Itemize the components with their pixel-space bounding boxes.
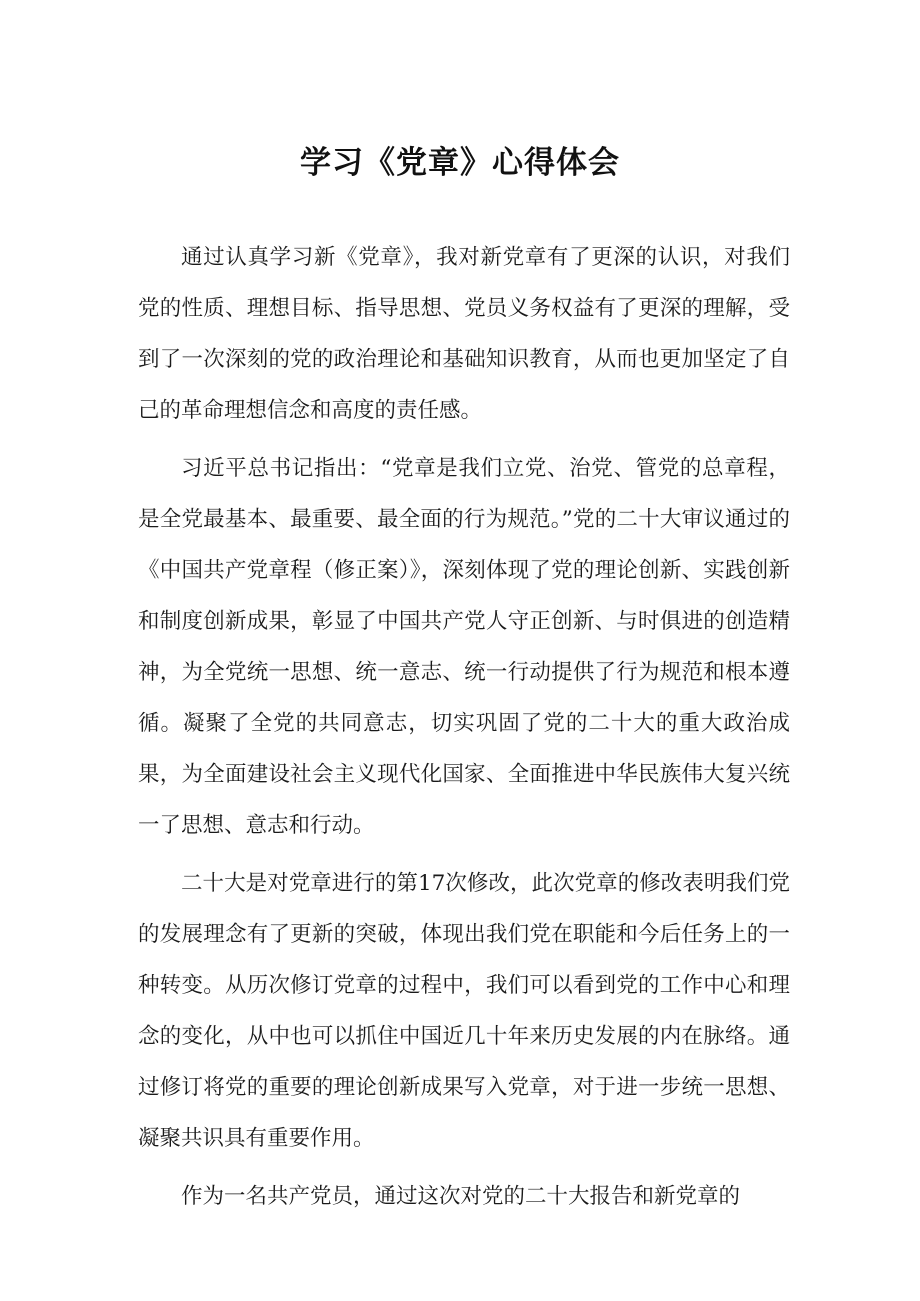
paragraph: 习近平总书记指出：“党章是我们立党、治党、管党的总章程，是全党最基本、最重要、最全面的行为规范。”党的二十大审议通过的《中国共产党章程（修正案）》，深刻体现了党的理论创新、实践创新和制度创新成果，彰显了中国共产党人守正创新、与时俱进的创造精神，为全党统一思想、统一意志、统一行动提供了行为规范和根本遵循。凝聚了全党的共同意志，切实巩固了党的二十大的重大政治成果，为全面建设社会主义现代化国家、全面推进中华民族伟大复兴统一了思想、意志和行动。 [138,456,790,838]
paragraph: 作为一名共产党员，通过这次对党的二十大报告和新党章的 [181,1184,741,1209]
document-body [138,232,790,1229]
page-title: 学习《党章》心得体会 [300,145,620,181]
paragraph: 二十大是对党章进行的第17次修改，此次党章的修改表明我们党的发展理念有了更新的突破，体现出我们党在职能和今后任务上的一种转变。从历次修订党章的过程中，我们可以看到党的工作中心和理念的变化，从中也可以抓住中国近几十年来历史发展的内在脉络。通过修订将党的重要的理论创新成果写入党章，对于进一步统一思想、凝聚共识具有重要作用。 [138,871,790,1151]
paragraph: 通过认真学习新《党章》，我对新党章有了更深的认识，对我们党的性质、理想目标、指导思想、党员义务权益有了更深的理解，受到了一次深刻的党的政治理论和基础知识教育，从而也更加坚定了自己的革命理想信念和高度的责任感。 [138,245,790,423]
